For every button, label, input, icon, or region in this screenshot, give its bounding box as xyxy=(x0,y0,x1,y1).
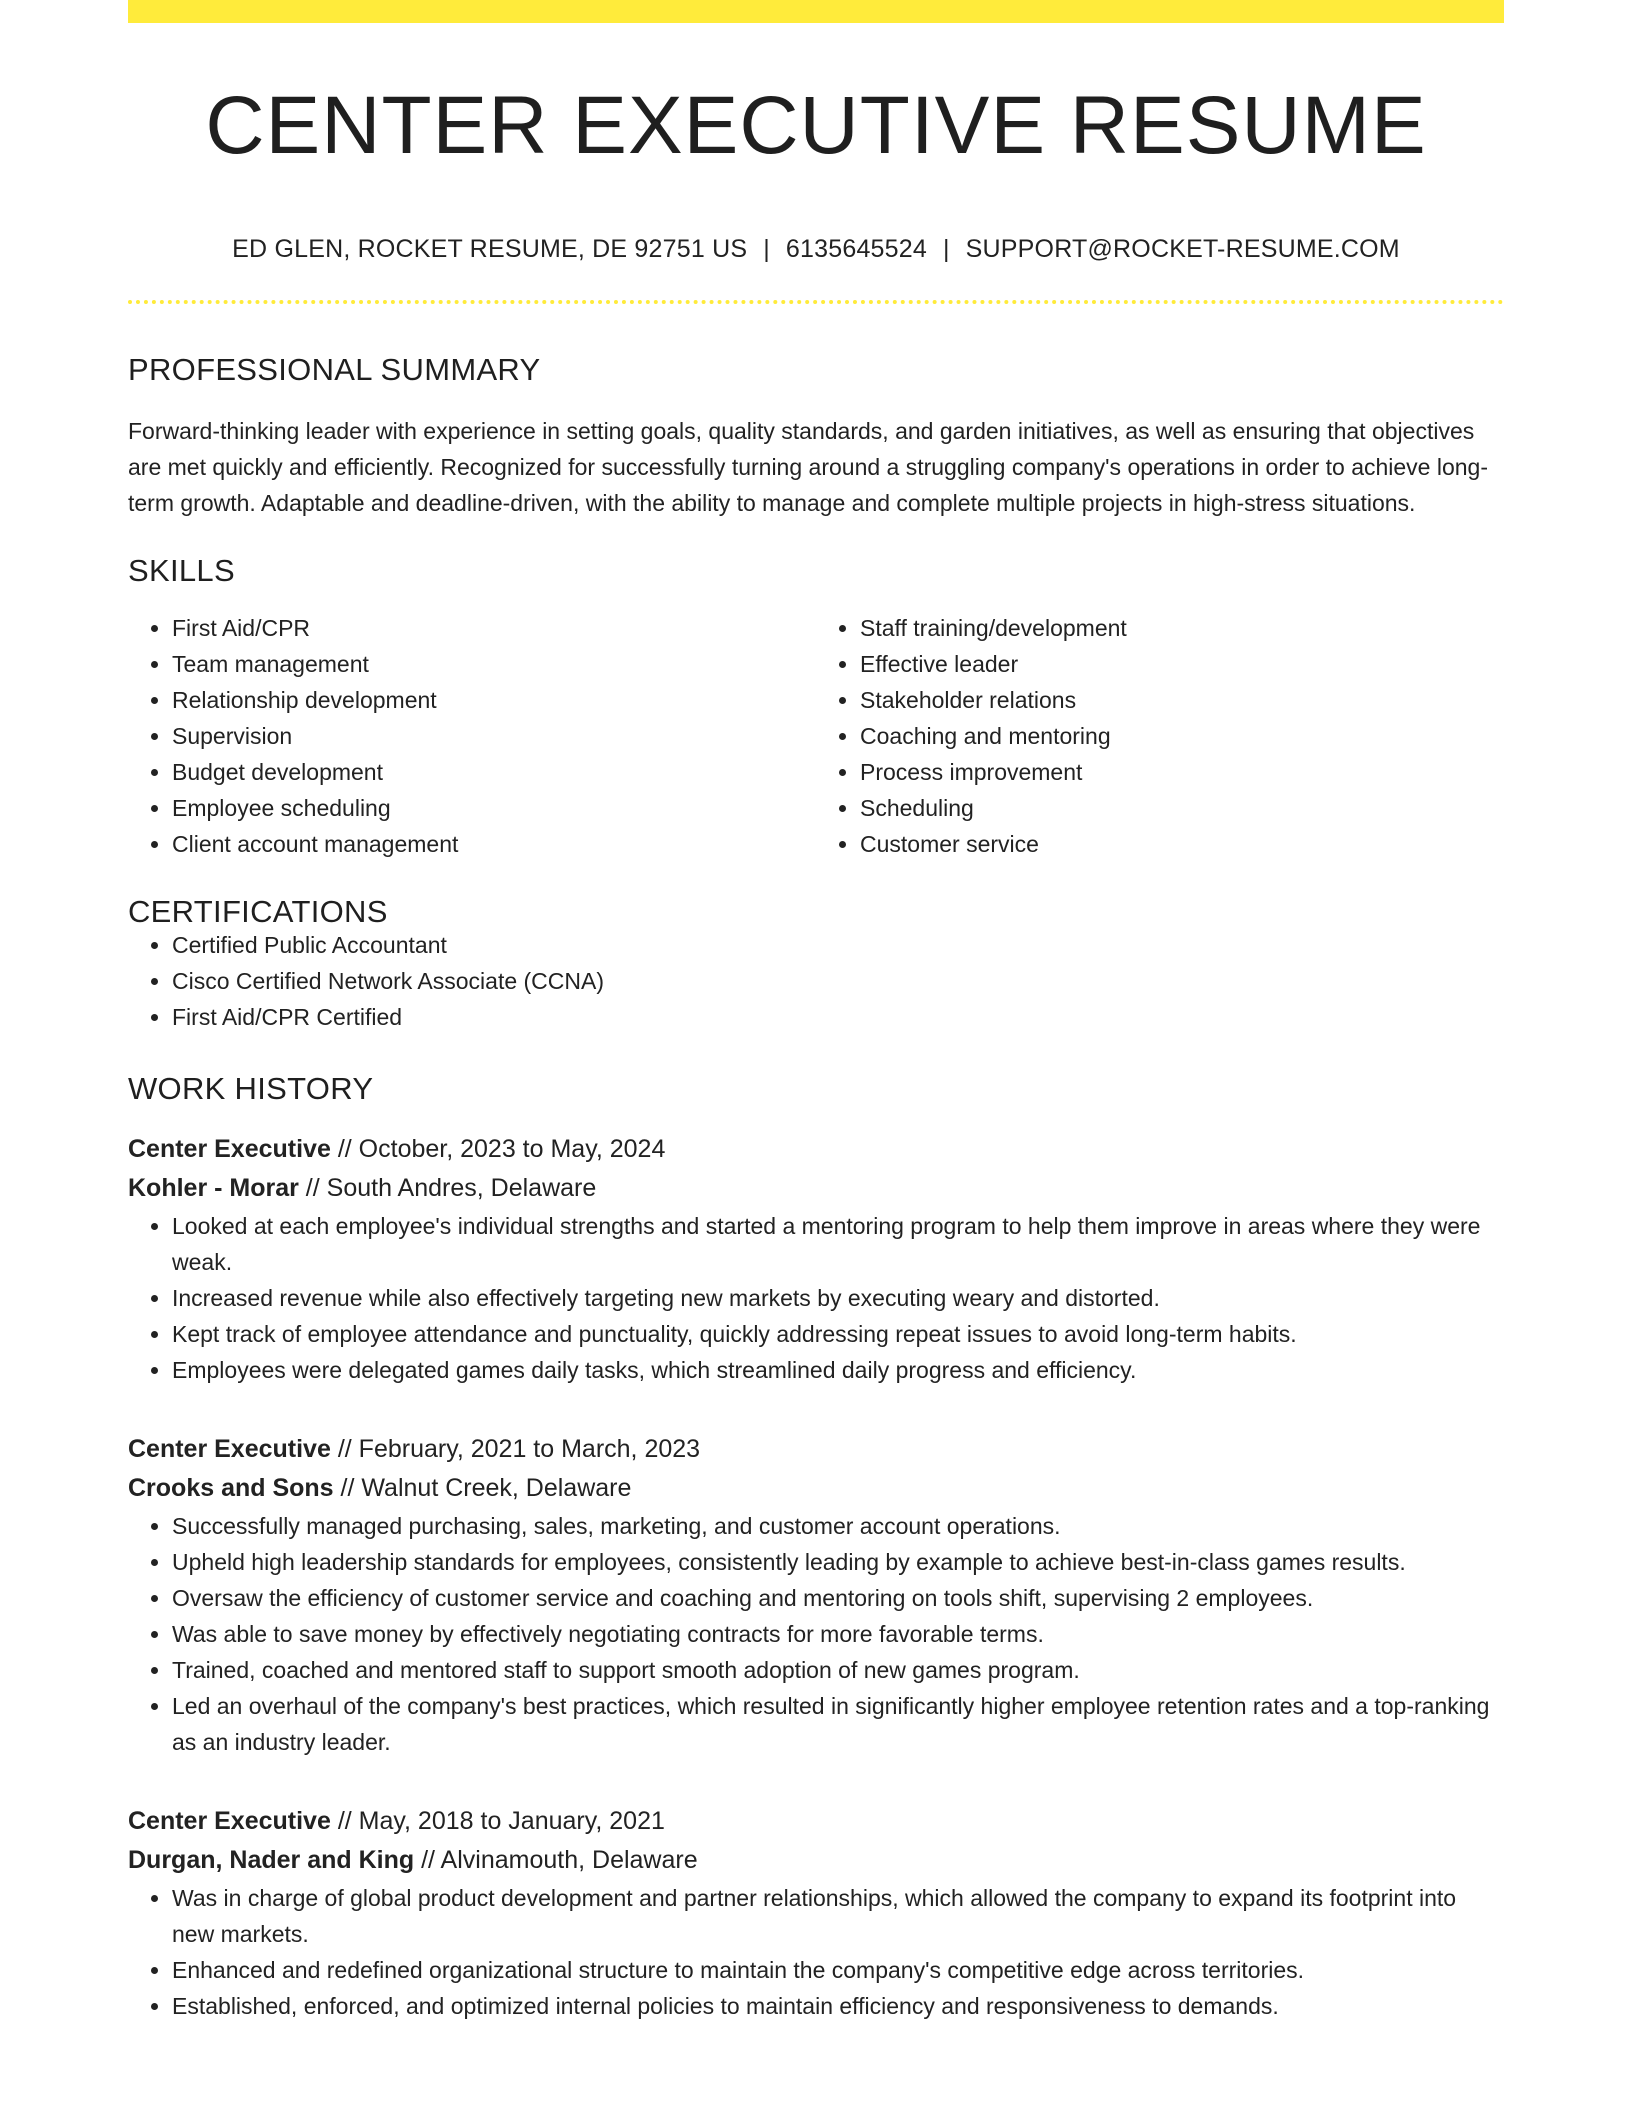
job-bullet: • Increased revenue while also effectively targeting new markets by executing weary and distorted. xyxy=(172,1280,1504,1316)
certification-item: • Certified Public Accountant xyxy=(172,927,1504,963)
job-company-line xyxy=(128,1841,1504,1880)
skill-item: • Relationship development xyxy=(172,682,816,718)
job-bullet: • Upheld high leadership standards for employees, consistently leading by example to achieve best-in-class games results. xyxy=(172,1544,1504,1580)
job-bullet: • Was in charge of global product development and partner relationships, which allowed the company to expand its footprint into new markets. xyxy=(172,1880,1504,1952)
contact-email: SUPPORT@ROCKET-RESUME.COM xyxy=(965,235,1400,263)
job-separator: // xyxy=(414,1846,441,1874)
job-bullet: • Established, enforced, and optimized internal policies to maintain efficiency and responsiveness to demands. xyxy=(172,1988,1504,2024)
job-role-line xyxy=(128,1802,1504,1841)
job-role: Center Executive xyxy=(128,1135,331,1163)
work-history-list xyxy=(128,1130,1504,2024)
job-bullet: • Employees were delegated games daily tasks, which streamlined daily progress and efficiency. xyxy=(172,1352,1504,1388)
job-bullets xyxy=(128,1880,1504,2024)
skill-item: • Effective leader xyxy=(860,646,1504,682)
job-company: Crooks and Sons xyxy=(128,1474,334,1502)
skill-item: • Client account management xyxy=(172,826,816,862)
skill-item: • Staff training/development xyxy=(860,610,1504,646)
job-bullet: • Trained, coached and mentored staff to support smooth adoption of new games program. xyxy=(172,1652,1504,1688)
certifications-list xyxy=(128,927,1504,1035)
job-entry xyxy=(128,1802,1504,2024)
job-bullet: • Successfully managed purchasing, sales, marketing, and customer account operations. xyxy=(172,1508,1504,1544)
job-dates: October, 2023 to May, 2024 xyxy=(358,1135,666,1163)
contact-separator: | xyxy=(942,235,950,263)
resume-title: CENTER EXECUTIVE RESUME xyxy=(205,80,1427,171)
skills-list-right xyxy=(816,610,1504,862)
summary-text: Forward-thinking leader with experience in setting goals, quality standards, and garden initiatives, as well as ensuring that objectives are met quickly and efficiently. Recognized for successfully turning around a struggling company's operations in order to achieve long-term growth. Adaptable and deadline-driven, with the ability to manage and complete multiple projects in high-stress situations. xyxy=(128,418,1488,516)
certification-item: • First Aid/CPR Certified xyxy=(172,999,1504,1035)
resume-page xyxy=(128,0,1504,2024)
job-role-line xyxy=(128,1130,1504,1169)
job-dates: May, 2018 to January, 2021 xyxy=(358,1807,665,1835)
job-role: Center Executive xyxy=(128,1807,331,1835)
accent-bar xyxy=(128,0,1504,23)
skills-list-left xyxy=(128,610,816,862)
skill-item: • Employee scheduling xyxy=(172,790,816,826)
skills-column-right xyxy=(816,610,1504,862)
job-bullet: • Led an overhaul of the company's best practices, which resulted in significantly higher employee retention rates and a top-ranking as an industry leader. xyxy=(172,1688,1504,1760)
certifications-heading: CERTIFICATIONS xyxy=(128,894,388,929)
job-bullet: • Oversaw the efficiency of customer service and coaching and mentoring on tools shift, supervising 2 employees. xyxy=(172,1580,1504,1616)
job-entry xyxy=(128,1430,1504,1760)
skill-item: • Coaching and mentoring xyxy=(860,718,1504,754)
job-separator: // xyxy=(330,1135,359,1163)
job-bullet: • Kept track of employee attendance and punctuality, quickly addressing repeat issues to avoid long-term habits. xyxy=(172,1316,1504,1352)
job-entry xyxy=(128,1130,1504,1388)
skill-item: • Stakeholder relations xyxy=(860,682,1504,718)
job-separator: // xyxy=(333,1474,362,1502)
job-role: Center Executive xyxy=(128,1435,331,1463)
job-bullet: • Looked at each employee's individual strengths and started a mentoring program to help them improve in areas where they were weak. xyxy=(172,1208,1504,1280)
job-company-line xyxy=(128,1469,1504,1508)
contact-separator: | xyxy=(763,235,770,263)
skills-column-left xyxy=(128,610,816,862)
job-dates: February, 2021 to March, 2023 xyxy=(358,1435,701,1463)
skill-item: • Process improvement xyxy=(860,754,1504,790)
contact-line xyxy=(128,237,1504,262)
skill-item: • Team management xyxy=(172,646,816,682)
header-divider xyxy=(128,300,1504,304)
job-bullets xyxy=(128,1508,1504,1760)
skill-item: • Supervision xyxy=(172,718,816,754)
skills-grid xyxy=(128,610,1504,862)
summary-heading: PROFESSIONAL SUMMARY xyxy=(128,352,541,387)
skill-item: • Budget development xyxy=(172,754,816,790)
certification-item: • Cisco Certified Network Associate (CCNA) xyxy=(172,963,1504,999)
job-bullet: • Was able to save money by effectively negotiating contracts for more favorable terms. xyxy=(172,1616,1504,1652)
job-location: South Andres, Delaware xyxy=(326,1174,597,1202)
job-separator: // xyxy=(330,1435,359,1463)
skill-item: • Customer service xyxy=(860,826,1504,862)
work-history-heading: WORK HISTORY xyxy=(128,1071,374,1106)
job-company: Durgan, Nader and King xyxy=(128,1846,415,1874)
skills-heading: SKILLS xyxy=(128,553,235,588)
skill-item: • First Aid/CPR xyxy=(172,610,816,646)
contact-phone: 6135645524 xyxy=(785,235,927,263)
job-location: Alvinamouth, Delaware xyxy=(440,1846,698,1874)
job-bullets xyxy=(128,1208,1504,1388)
job-separator: // xyxy=(330,1807,359,1835)
job-role-line xyxy=(128,1430,1504,1469)
job-company-line xyxy=(128,1169,1504,1208)
job-separator: // xyxy=(298,1174,327,1202)
skill-item: • Scheduling xyxy=(860,790,1504,826)
contact-address: ED GLEN, ROCKET RESUME, DE 92751 US xyxy=(232,235,748,263)
job-company: Kohler - Morar xyxy=(128,1174,299,1202)
job-bullet: • Enhanced and redefined organizational structure to maintain the company's competitive edge across territories. xyxy=(172,1952,1504,1988)
job-location: Walnut Creek, Delaware xyxy=(361,1474,632,1502)
